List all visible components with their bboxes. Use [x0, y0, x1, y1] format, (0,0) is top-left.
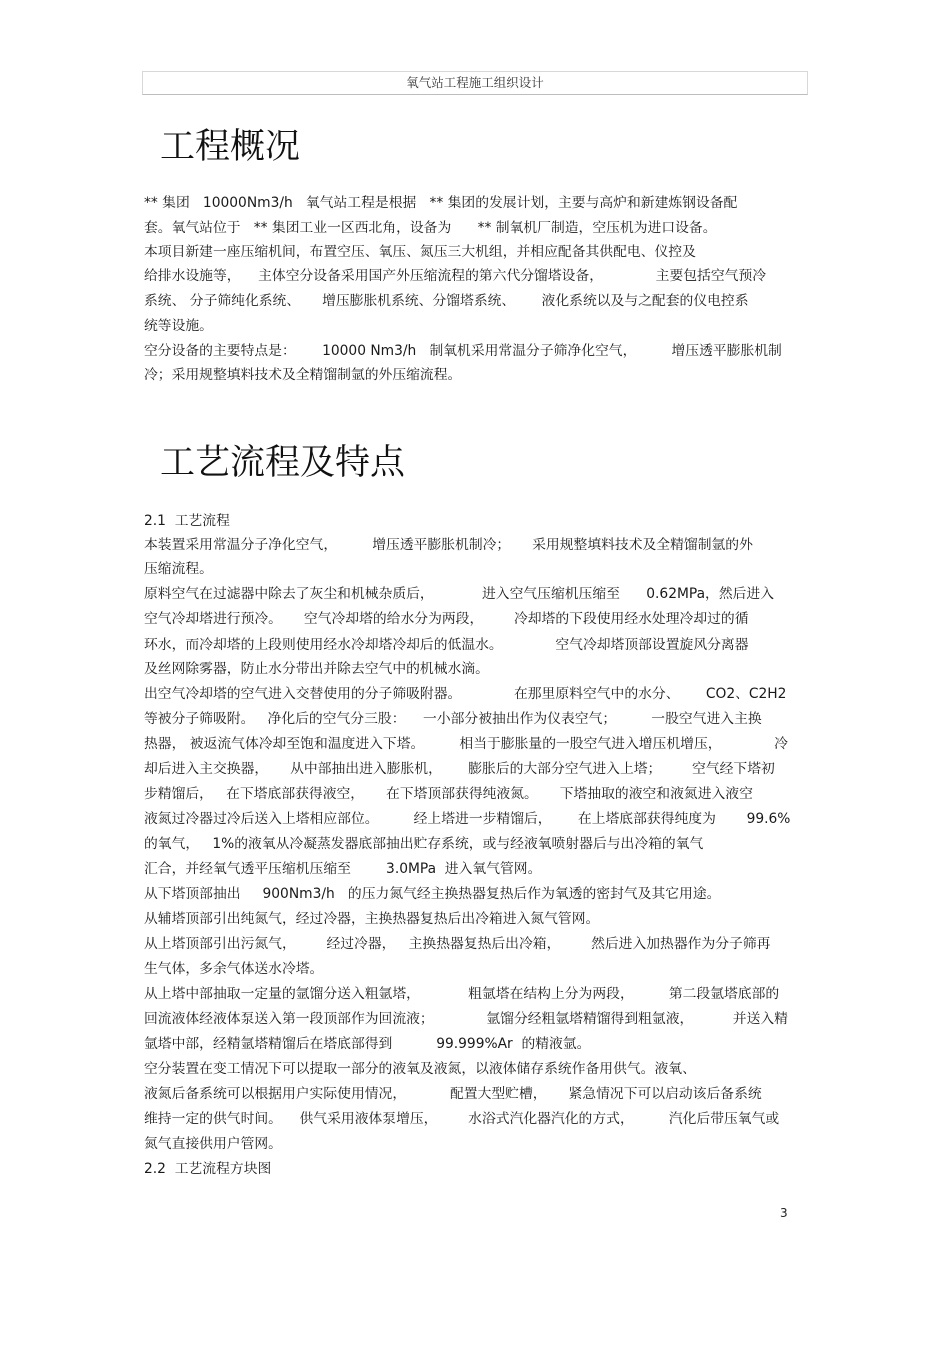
body-line: 热器， 被返流气体冷却至饱和温度进入下塔。 相当于膨胀量的一股空气进入增压机增压， 冷: [144, 736, 788, 752]
body-line: 回流液体经液体泵送入第一段顶部作为回流液； 氩馏分经粗氩塔精馏得到粗氩液， 并送入精: [144, 1011, 788, 1027]
body-line: 空分装置在变工情况下可以提取一部分的液氧及液氮，以液体储存系统作备用供气。液氧、: [144, 1061, 696, 1077]
body-line: 本项目新建一座压缩机间，布置空压、氧压、氮压三大机组，并相应配备其供配电、仪控及: [144, 244, 696, 260]
body-line: 的氧气， 1%的液氧从冷凝蒸发器底部抽出贮存系统，或与经液氧喷射器后与出冷箱的氧气: [144, 836, 704, 852]
body-line: 液氮过冷器过冷后送入上塔相应部位。 经上塔进一步精馏后， 在上塔底部获得纯度为 99.6%: [144, 811, 791, 827]
body-line: 从下塔顶部抽出 900Nm3/h 的压力氮气经主换热器复热后作为氧透的密封气及其它用途。: [144, 886, 721, 902]
body-line: 出空气冷却塔的空气进入交替使用的分子筛吸附器。 在那里原料空气中的水分、 CO2、C2H2: [144, 686, 787, 702]
body-line: 等被分子筛吸附。 净化后的空气分三股： 一小部分被抽出作为仪表空气； 一股空气进入主换: [144, 711, 762, 727]
body-line: 及丝网除雾器，防止水分带出并除去空气中的机械水滴。: [144, 661, 489, 677]
body-line: 统等设施。: [144, 318, 213, 334]
running-header: 氧气站工程施工组织设计: [142, 71, 808, 95]
section-heading-process: 工艺流程及特点: [160, 443, 406, 483]
body-line: 却后进入主交换器， 从中部抽出进入膨胀机， 膨胀后的大部分空气进入上塔； 空气经下塔初: [144, 761, 775, 777]
section-heading-overview: 工程概况: [160, 127, 301, 167]
body-line: 空分设备的主要特点是： 10000 Nm3/h 制氧机采用常温分子筛净化空气， 增压透平膨胀机制: [144, 343, 782, 359]
body-line: ** 集团 10000Nm3/h 氧气站工程是根据 ** 集团的发展计划，主要与高炉和新建炼钢设备配: [144, 195, 738, 211]
body-line: 汇合，并经氧气透平压缩机压缩至 3.0MPa 进入氧气管网。: [144, 861, 542, 877]
body-line: 生气体，多余气体送水冷塔。: [144, 961, 324, 977]
body-line: 空气冷却塔进行预冷。 空气冷却塔的给水分为两段， 冷却塔的下段使用经水处理冷却过的循: [144, 611, 749, 627]
body-line: 系统、 分子筛纯化系统、 增压膨胀机系统、分馏塔系统、 液化系统以及与之配套的仪电控系: [144, 293, 749, 309]
body-line: 氮气直接供用户管网。: [144, 1136, 282, 1152]
body-line: 本装置采用常温分子净化空气， 增压透平膨胀机制冷； 采用规整填料技术及全精馏制氩的外: [144, 537, 753, 553]
subsection-heading: 2.2 工艺流程方块图: [144, 1161, 272, 1177]
body-line: 氩塔中部，经精氩塔精馏后在塔底部得到 99.999%Ar 的精液氩。: [144, 1036, 591, 1052]
body-line: 从辅塔顶部引出纯氮气，经过冷器，主换热器复热后出冷箱进入氮气管网。: [144, 911, 600, 927]
body-line: 液氮后备系统可以根据用户实际使用情况， 配置大型贮槽， 紧急情况下可以启动该后备系统: [144, 1086, 762, 1102]
subsection-heading: 2.1 工艺流程: [144, 513, 230, 529]
body-line: 给排水设施等， 主体空分设备采用国产外压缩流程的第六代分馏塔设备， 主要包括空气预冷: [144, 268, 767, 284]
body-line: 从上塔顶部引出污氮气， 经过冷器， 主换热器复热后出冷箱， 然后进入加热器作为分子筛再: [144, 936, 771, 952]
body-line: 原料空气在过滤器中除去了灰尘和机械杂质后， 进入空气压缩机压缩至 0.62MPa，然后进入: [144, 586, 775, 602]
body-line: 套。氧气站位于 ** 集团工业一区西北角，设备为 ** 制氧机厂制造，空压机为进口设备。: [144, 220, 717, 236]
body-line: 冷；采用规整填料技术及全精馏制氩的外压缩流程。: [144, 367, 462, 383]
body-line: 从上塔中部抽取一定量的氩馏分送入粗氩塔， 粗氩塔在结构上分为两段， 第二段氩塔底部的: [144, 986, 780, 1002]
body-line: 环水，而冷却塔的上段则使用经水冷却塔冷却后的低温水。 空气冷却塔顶部设置旋风分离器: [144, 637, 749, 653]
page-number: 3: [780, 1206, 788, 1220]
body-line: 步精馏后， 在下塔底部获得液空， 在下塔顶部获得纯液氮。 下塔抽取的液空和液氮进入液空: [144, 786, 753, 802]
body-line: 压缩流程。: [144, 561, 213, 577]
body-line: 维持一定的供气时间。 供气采用液体泵增压， 水浴式汽化器汽化的方式， 汽化后带压氧气或: [144, 1111, 780, 1127]
